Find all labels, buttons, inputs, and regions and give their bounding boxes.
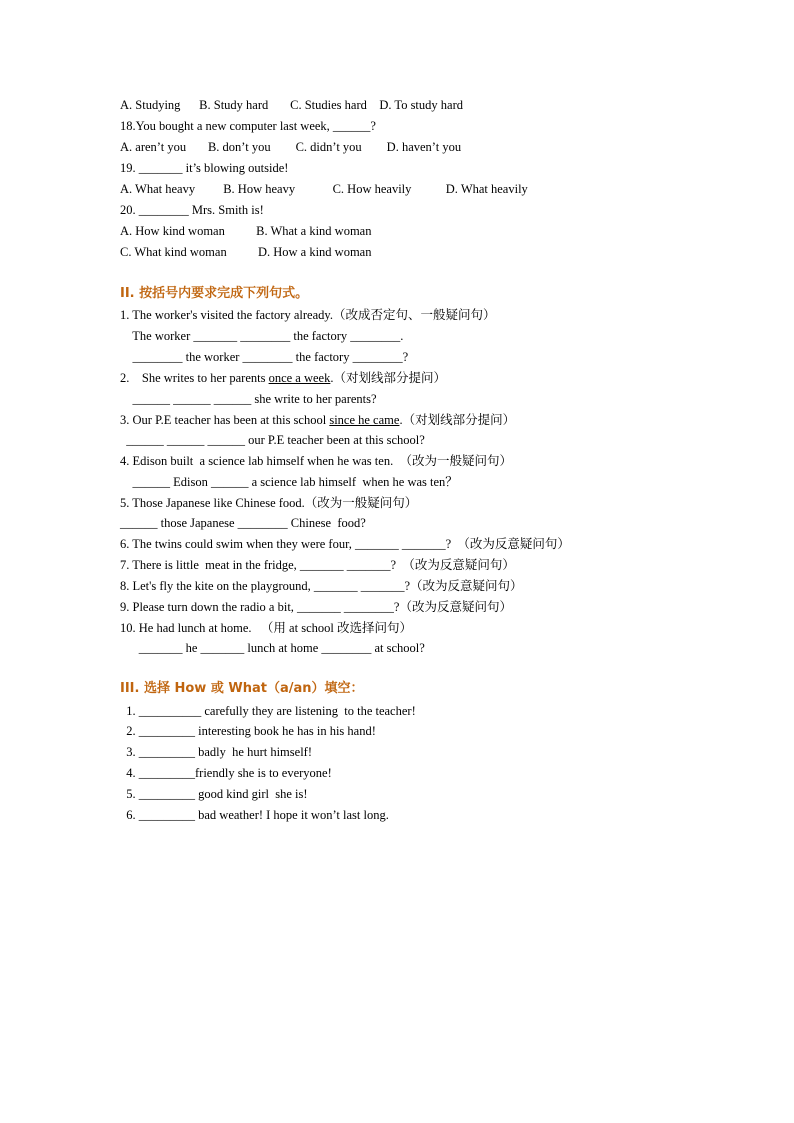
mc-question-18: 18.You bought a new computer last week, ______? — [120, 119, 376, 133]
transform-q2-answer: ______ ______ ______ she write to her parents? — [120, 392, 377, 406]
mc-options-18: A. aren’t you B. don’t you C. didn’t you D. haven’t you — [120, 140, 462, 154]
transform-q9: 9. Please turn down the radio a bit, _______ ________?（改为反意疑问句） — [120, 600, 512, 614]
transform-q4: 4. Edison built a science lab himself when he was ten. （改为一般疑问句） — [120, 454, 512, 468]
exclamation-q4: 4. _________friendly she is to everyone! — [120, 766, 332, 780]
transform-q10: 10. He had lunch at home. （用 at school 改选择问句） — [120, 621, 412, 635]
mc-options-17: A. Studying B. Study hard C. Studies hard D. To study hard — [120, 98, 463, 112]
transform-q5: 5. Those Japanese like Chinese food.（改为一般疑问句） — [120, 496, 418, 510]
q2-underlined: once a week — [268, 371, 331, 385]
transform-q3 — [120, 411, 515, 429]
exclamation-q3: 3. _________ badly he hurt himself! — [120, 745, 312, 759]
q3-underlined: since he came — [329, 413, 400, 427]
transform-q5-answer: ______ those Japanese ________ Chinese food? — [120, 516, 366, 530]
transform-q1-negative: The worker _______ ________ the factory ________. — [120, 329, 404, 343]
mc-options-20-cd: C. What kind woman D. How a kind woman — [120, 245, 372, 259]
exclamation-q2: 2. _________ interesting book he has in his hand! — [120, 724, 376, 738]
transform-q6: 6. The twins could swim when they were four, _______ _______? （改为反意疑问句） — [120, 537, 570, 551]
exclamation-q5: 5. _________ good kind girl she is! — [120, 787, 308, 801]
q3-text: 3. Our P.E teacher has been at this school — [120, 413, 330, 427]
transform-q1-question: ________ the worker ________ the factory ________? — [120, 350, 409, 364]
mc-question-20: 20. ________ Mrs. Smith is! — [120, 203, 264, 217]
transform-q1: 1. The worker's visited the factory already.（改成否定句、一般疑问句） — [120, 308, 496, 322]
transform-q8: 8. Let's fly the kite on the playground, _______ _______?（改为反意疑问句） — [120, 579, 523, 593]
section-ii-heading: II. 按括号内要求完成下列句式。 — [120, 286, 309, 301]
q2-instruction: .（对划线部分提问） — [330, 371, 446, 385]
q2-text: 2. She writes to her parents — [120, 371, 269, 385]
mc-options-19: A. What heavy B. How heavy C. How heavily D. What heavily — [120, 182, 528, 196]
transform-q4-answer: ______ Edison ______ a science lab himself when he was ten？ — [120, 475, 458, 489]
mc-question-19: 19. _______ it’s blowing outside! — [120, 161, 289, 175]
transform-q10-answer: _______ he _______ lunch at home ________ at school? — [120, 641, 425, 655]
transform-q2 — [120, 369, 446, 387]
exclamation-q1: 1. __________ carefully they are listening to the teacher! — [120, 704, 416, 718]
section-iii-heading: III. 选择 How 或 What（a/an）填空： — [120, 681, 364, 696]
transform-q7: 7. There is little meat in the fridge, _______ _______? （改为反意疑问句） — [120, 558, 515, 572]
transform-q3-answer: ______ ______ ______ our P.E teacher been at this school? — [120, 433, 425, 447]
exclamation-q6: 6. _________ bad weather! I hope it won’t last long. — [120, 808, 389, 822]
mc-options-20-ab: A. How kind woman B. What a kind woman — [120, 224, 372, 238]
q3-instruction: .（对划线部分提问） — [399, 413, 516, 427]
